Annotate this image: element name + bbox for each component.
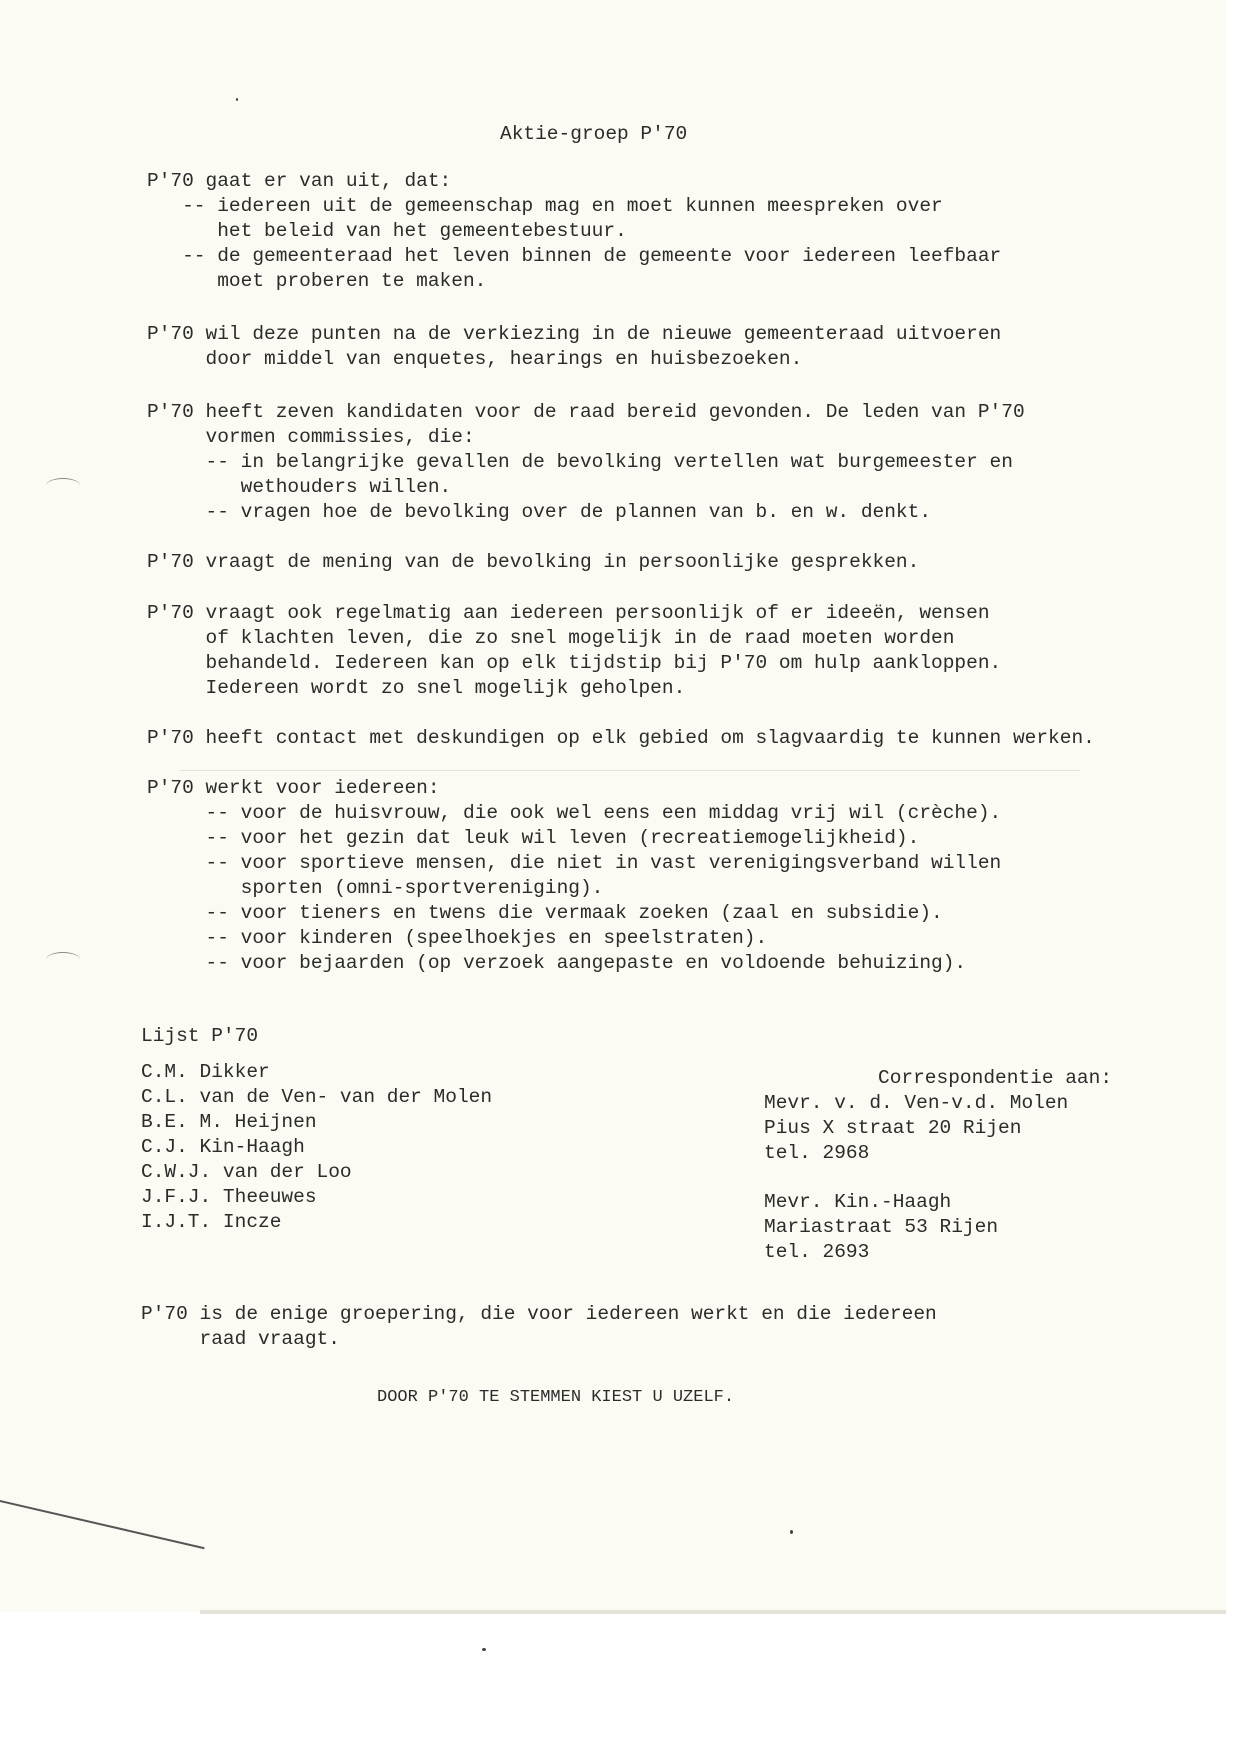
- candidate-list-heading: [141, 1024, 258, 1049]
- text-line: -- de gemeenteraad het leven binnen de gemeente voor iedereen leefbaar: [147, 245, 1002, 267]
- text-line: wethouders willen.: [147, 476, 452, 498]
- text-line: -- voor tieners en twens die vermaak zoeken (zaal en subsidie).: [147, 902, 943, 924]
- paper-speck: [790, 1530, 793, 1534]
- candidate-name: C.W.J. van der Loo: [141, 1161, 352, 1183]
- text-line: moet proberen te maken.: [147, 270, 487, 292]
- fold-line: [180, 770, 1080, 771]
- text-line: -- in belangrijke gevallen de bevolking vertellen wat burgemeester en: [147, 451, 1013, 473]
- paragraph-candidates: [147, 400, 1025, 525]
- contact-line: tel. 2693: [764, 1241, 870, 1263]
- text-line: -- voor de huisvrouw, die ook wel eens een middag vrij wil (crèche).: [147, 802, 1002, 824]
- candidate-name: I.J.T. Incze: [141, 1211, 282, 1233]
- candidate-name: J.F.J. Theeuwes: [141, 1186, 317, 1208]
- paragraph-execution: [147, 322, 1001, 372]
- contact-line: tel. 2968: [764, 1142, 870, 1164]
- text-line: P'70 werkt voor iedereen:: [147, 777, 440, 799]
- paragraph-principles: [147, 169, 1001, 294]
- sheet-bottom-edge: [200, 1610, 1226, 1614]
- text-line: of klachten leven, die zo snel mogelijk in de raad moeten worden: [147, 627, 955, 649]
- closing-paragraph: [141, 1302, 937, 1352]
- text-line: P'70 heeft contact met deskundigen op elk gebied om slagvaardig te kunnen werken.: [147, 727, 1095, 749]
- text-line: raad vraagt.: [141, 1328, 340, 1350]
- correspondence-contact-1: [764, 1091, 1068, 1166]
- text-line: -- voor het gezin dat leuk wil leven (recreatiemogelijkheid).: [147, 827, 920, 849]
- punch-hole-mark-bottom: [46, 952, 80, 967]
- candidate-name: C.J. Kin-Haagh: [141, 1136, 305, 1158]
- text-line: -- iedereen uit de gemeenschap mag en moet kunnen meespreken over: [147, 195, 943, 217]
- paragraph-opinion: [147, 550, 919, 575]
- document-title: Aktie-groep P'70: [500, 123, 688, 145]
- slogan: DOOR P'70 TE STEMMEN KIEST U UZELF.: [377, 1388, 735, 1407]
- text-line: P'70 wil deze punten na de verkiezing in de nieuwe gemeenteraad uitvoeren: [147, 323, 1002, 345]
- text-line: -- voor kinderen (speelhoekjes en speelstraten).: [147, 927, 768, 949]
- contact-line: Mariastraat 53 Rijen: [764, 1216, 999, 1238]
- text-line: -- voor sportieve mensen, die niet in vast verenigingsverband willen: [147, 852, 1002, 874]
- contact-line: Mevr. Kin.-Haagh: [764, 1191, 952, 1213]
- text-line: P'70 heeft zeven kandidaten voor de raad bereid gevonden. De leden van P'70: [147, 401, 1025, 423]
- paragraph-ideas: [147, 601, 1001, 701]
- candidate-name: B.E. M. Heijnen: [141, 1111, 317, 1133]
- text-line: -- voor bejaarden (op verzoek aangepaste en voldoende behuizing).: [147, 952, 967, 974]
- text-line: het beleid van het gemeentebestuur.: [147, 220, 627, 242]
- text-line: door middel van enquetes, hearings en huisbezoeken.: [147, 348, 803, 370]
- paragraph-experts: [147, 726, 1095, 751]
- text-line: behandeld. Iedereen kan op elk tijdstip bij P'70 om hulp aankloppen.: [147, 652, 1002, 674]
- paragraph-works-for-everyone: [147, 776, 1001, 976]
- contact-line: Pius X straat 20 Rijen: [764, 1117, 1022, 1139]
- paper-speck: [236, 98, 238, 101]
- text-line: sporten (omni-sportvereniging).: [147, 877, 604, 899]
- punch-hole-mark-top: [46, 478, 80, 493]
- candidate-name: C.L. van de Ven- van der Molen: [141, 1086, 493, 1108]
- candidate-name: C.M. Dikker: [141, 1061, 270, 1083]
- text-line: P'70 is de enige groepering, die voor iedereen werkt en die iedereen: [141, 1303, 937, 1325]
- correspondence-contact-2: [764, 1190, 998, 1265]
- text-line: Lijst P'70: [141, 1025, 259, 1047]
- text-line: -- vragen hoe de bevolking over de plannen van b. en w. denkt.: [147, 501, 932, 523]
- paper-speck: [482, 1648, 486, 1651]
- candidate-list: [141, 1060, 492, 1235]
- text-line: Iedereen wordt zo snel mogelijk geholpen.: [147, 677, 686, 699]
- contact-line: Mevr. v. d. Ven-v.d. Molen: [764, 1092, 1069, 1114]
- text-line: Correspondentie aan:: [878, 1067, 1113, 1089]
- text-line: vormen commissies, die:: [147, 426, 475, 448]
- text-line: P'70 gaat er van uit, dat:: [147, 170, 452, 192]
- text-line: P'70 vraagt ook regelmatig aan iedereen persoonlijk of er ideeën, wensen: [147, 602, 990, 624]
- text-line: P'70 vraagt de mening van de bevolking in persoonlijke gesprekken.: [147, 551, 920, 573]
- correspondence-heading: [878, 1066, 1112, 1091]
